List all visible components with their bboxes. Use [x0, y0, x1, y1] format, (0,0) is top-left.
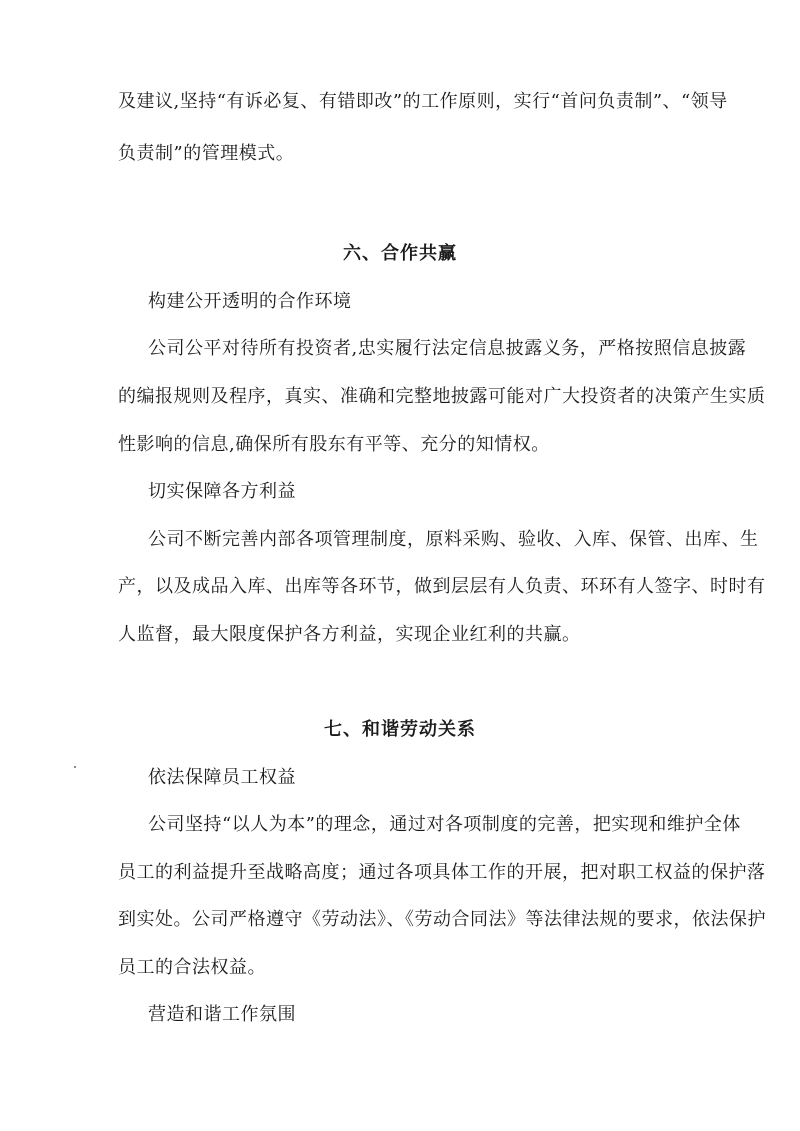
subheading-harmonious-atmosphere: 营造和谐工作氛围 [148, 1004, 296, 1025]
subheading-protect-interests: 切实保障各方利益 [148, 481, 296, 502]
body-text-line: 公司坚持“以人为本”的理念，通过对各项制度的完善，把实现和维护全体 [148, 814, 741, 835]
body-text-line: 人监督，最大限度保护各方利益，实现企业红利的共赢。 [118, 624, 581, 645]
body-text-line: 及建议,坚持“有诉必复、有错即改”的工作原则，实行“首问负责制”、“领导 [118, 91, 728, 112]
body-text-line: 的编报规则及程序，真实、准确和完整地披露可能对广大投资者的决策产生实质 [118, 386, 766, 407]
body-text-line: 负责制”的管理模式。 [118, 143, 295, 164]
body-text-line: 公司公平对待所有投资者,忠实履行法定信息披露义务，严格按照信息披露 [148, 338, 747, 359]
section-heading-cooperation: 六、合作共赢 [343, 243, 457, 264]
body-text-line: 公司不断完善内部各项管理制度，原料采购、验收、入库、保管、出库、生 [148, 529, 759, 550]
body-text-line: 到实处。公司严格遵守《劳动法》、《劳动合同法》等法律法规的要求，依法保护 [118, 909, 766, 930]
body-text-line: 产，以及成品入库、出库等各环节，做到层层有人负责、环环有人签字、时时有 [118, 576, 766, 597]
subheading-employee-rights: 依法保障员工权益 [148, 767, 296, 788]
subheading-transparent-environment: 构建公开透明的合作环境 [148, 291, 352, 312]
body-text-line: 员工的利益提升至战略高度；通过各项具体工作的开展，把对职工权益的保护落 [118, 862, 766, 883]
body-text-line: 性影响的信息,确保所有股东有平等、充分的知情权。 [118, 434, 550, 455]
section-heading-labor-relations: 七、和谐劳动关系 [324, 719, 476, 740]
body-text-line: 员工的合法权益。 [118, 957, 266, 978]
scan-speck [74, 766, 76, 768]
